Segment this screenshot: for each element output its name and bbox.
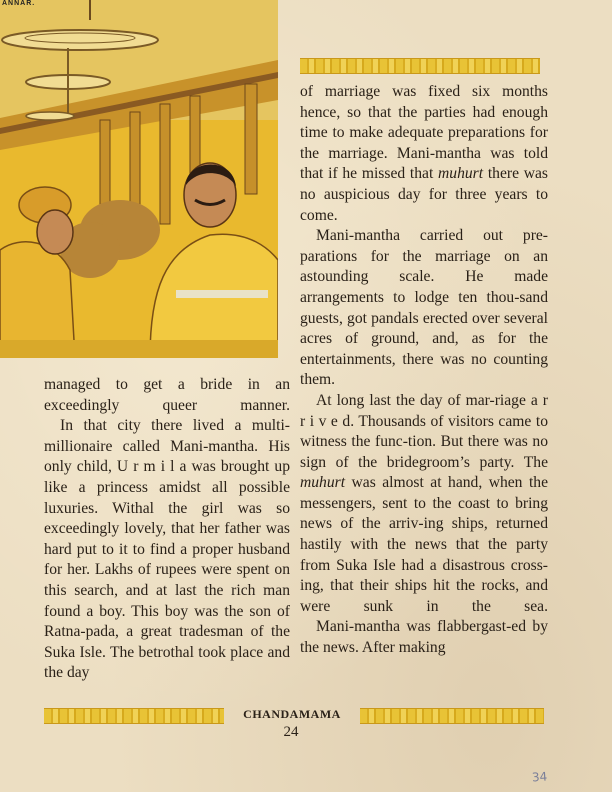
paragraph: At long last the day of mar-riage a r r i v e d. Thousands of visitors came to witness the func-tion. But there was no sign of the bridegroom’s party. The muhurt was almost at hand, when the messengers, sent to the coast to bring news of the arriv-ing ships, returned hastily with the news that the party from Suka Isle had a disastrous cross-ing, that their ships hit the rocks, and were sunk in the sea.	[300, 391, 548, 615]
paragraph: of marriage was fixed six months hence, so that the parties had enough time to make adequate preparations for the marriage. Mani-mantha was told that if he missed that muhurt there was no auspicious day for three years to come.	[300, 83, 548, 224]
pencil-annotation: 34	[531, 769, 548, 785]
story-illustration	[0, 0, 278, 358]
paragraph: Mani-mantha was flabbergast-ed by the news. After making	[300, 618, 548, 657]
paragraph: In that city there lived a multi-millionaire called Mani-mantha. His only child, U r m i l a was brought up like a princess amidst all possible luxuries. Withal the girl was so exceedingly lovely, that her father was hard put to it to find a proper husband for her. Lakhs of rupees were spent on this search, and at last the rich man found a boy. This boy was the son of Ratna-pada, a great tradesman of the Suka Isle. The betrothal took place and the day	[44, 417, 290, 682]
top-ornament-border	[300, 58, 540, 74]
magazine-title: CHANDAMAMA	[243, 707, 341, 721]
emphasis-term: muhurt	[300, 474, 346, 492]
footer-ornament-left	[44, 708, 224, 724]
paragraph: Mani-mantha carried out pre-parations for the marriage on an astounding scale. He made arrangements to lodge ten thou-sand guests, got pandals erected over several acres of ground, and, as for the entertainments, there was no counting them.	[300, 227, 548, 389]
page-number: 24	[283, 724, 299, 740]
left-text-column	[44, 375, 290, 684]
right-text-column	[300, 82, 548, 659]
paragraph: managed to get a bride in an exceedingly queer manner.	[44, 376, 290, 414]
cropped-header-text: ANNAR.	[2, 0, 36, 7]
footer-ornament-right	[360, 708, 544, 724]
emphasis-term: muhurt	[438, 165, 484, 183]
palace-scene-image	[0, 0, 278, 358]
